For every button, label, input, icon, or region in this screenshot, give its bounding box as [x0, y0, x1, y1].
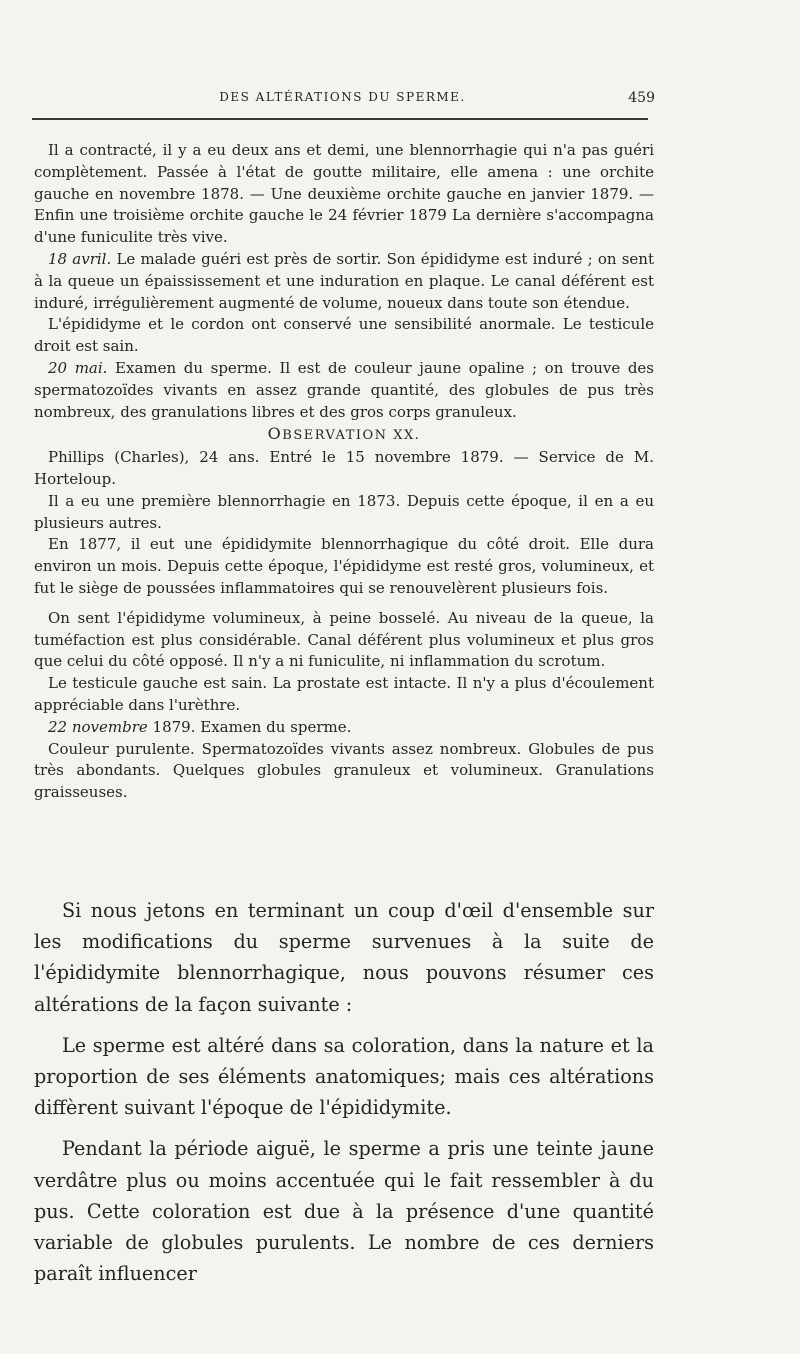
header-rule	[32, 118, 648, 120]
date: 20 mai.	[48, 358, 108, 377]
paragraph: Le testicule gauche est sain. La prostate est intacte. Il n'y a plus d'écoulement appréciable dans l'urèthre.	[34, 674, 654, 714]
case-notes	[34, 140, 654, 804]
page-number: 459	[628, 90, 655, 106]
observation-heading: OBSERVATION XX.	[267, 424, 421, 444]
running-title: DES ALTÉRATIONS DU SPERME.	[219, 90, 466, 104]
conclusion-text	[34, 895, 654, 1299]
paragraph: Phillips (Charles), 24 ans. Entré le 15 novembre 1879. — Service de M. Horteloup.	[34, 448, 654, 488]
paragraph: Si nous jetons en terminant un coup d'œil d'ensemble sur les modifications du sperme survenues à la suite de l'épididymite blennorrhagique, nous pouvons résumer ces altérations de la façon suivante :	[34, 899, 654, 1016]
paragraph: 22 novembre 1879. Examen du sperme.	[48, 717, 352, 736]
date: 18 avril.	[48, 249, 112, 268]
paragraph: Il a contracté, il y a eu deux ans et demi, une blennorrhagie qui n'a pas guéri complètement. Passée à l'état de goutte militaire, elle amena : une orchite gauche en novembre 1878. — Une deuxième orchite gauche en janvier 1879. — Enfin une troisième orchite gauche le 24 février 1879 La dernière s'accompagna d'une funiculite très vive.	[34, 141, 654, 247]
paragraph: 20 mai. Examen du sperme. Il est de couleur jaune opaline ; on trouve des spermatozoïdes vivants en assez grande quantité, des globules de pus très nombreux, des granulations libres et des gros corps granuleux.	[34, 358, 654, 421]
paragraph: Pendant la période aiguë, le sperme a pris une teinte jaune verdâtre plus ou moins accentuée qui le fait ressembler à du pus. Cette coloration est due à la présence d'une quantité variable de globules purulents. Le nombre de ces derniers paraît influencer	[34, 1137, 654, 1286]
paragraph: Il a eu une première blennorrhagie en 1873. Depuis cette époque, il en a eu plusieurs autres.	[34, 491, 654, 532]
paragraph: Le sperme est altéré dans sa coloration, dans la nature et la proportion de ses éléments anatomiques; mais ces altérations diffèrent suivant l'époque de l'épididymite.	[34, 1033, 654, 1120]
spacer	[34, 600, 654, 608]
paragraph: Couleur purulente. Spermatozoïdes vivants assez nombreux. Globules de pus très abondants. Quelques globules granuleux et volumineux. Granulations graisseuses.	[34, 739, 654, 802]
paragraph: On sent l'épididyme volumineux, à peine bosselé. Au niveau de la queue, la tuméfaction est plus considérable. Canal déférent plus volumineux et plus gros que celui du côté opposé. Il n'y a ni funiculite, ni inflammation du scrotum.	[34, 608, 654, 671]
paragraph: 18 avril. Le malade guéri est près de sortir. Son épididyme est induré ; on sent à la queue un épaississement et une induration en plaque. Le canal déférent est induré, irrégulièrement augmenté de volume, noueux dans toute son étendue.	[34, 249, 654, 312]
paragraph: En 1877, il eut une épididymite blennorrhagique du côté droit. Elle dura environ un mois. Depuis cette époque, l'épididyme est resté gros, volumineux, et fut le siège de poussées inflammatoires qui se renouvelèrent plusieurs fois.	[34, 535, 654, 597]
date: 22 novembre	[48, 717, 148, 736]
paragraph: L'épididyme et le cordon ont conservé une sensibilité anormale. Le testicule droit est sain.	[34, 315, 654, 356]
running-head	[30, 90, 655, 112]
